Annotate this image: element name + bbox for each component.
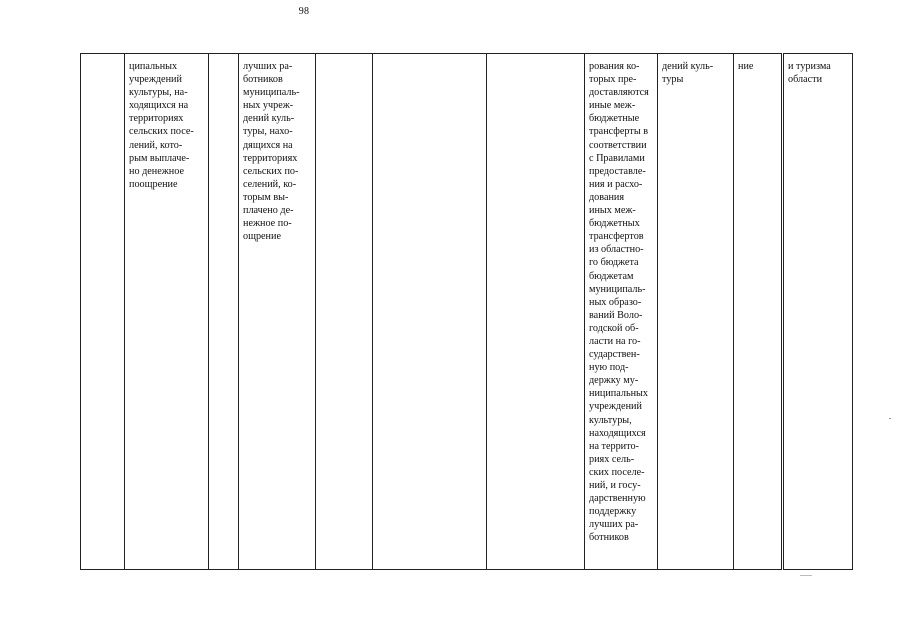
table-cell: дений куль- туры xyxy=(658,54,734,570)
table-cell xyxy=(316,54,373,570)
table-cell: лучших ра- ботников муниципаль- ных учреж- дений куль- туры, нахо- дящихся на территориях сельских по- селений, ко- торым вы- плачено де- нежное по- ощрение xyxy=(239,54,316,570)
scan-speck xyxy=(889,418,891,419)
table-cell xyxy=(209,54,239,570)
page-number: 98 xyxy=(298,6,310,17)
table-cell: рования ко- торых пре- доставляются иные меж- бюджетные трансферты в соответствии с Правилами предоставле- ния и расхо- дования иных меж- бюджетных трансфертов из областно- го бюджета бюджетам муниципаль- ных образо- ваний Воло- годской об- ласти на го- сударствен- ную под- держку му- ниципальных учреждений культуры, находящихся на террито- риях сель- ских поселе- ний, и госу- дарственную поддержку лучших ра- ботников xyxy=(585,54,658,570)
table-cell xyxy=(373,54,487,570)
table-row xyxy=(81,54,853,570)
document-table xyxy=(80,53,853,570)
table-cell: ципальных учреждений культуры, на- ходящихся на территориях сельских посе- лений, кото- рым выплаче- но денежное поощрение xyxy=(125,54,209,570)
table-cell: ние xyxy=(734,54,783,570)
scan-speck xyxy=(800,575,812,576)
table-cell: и туризма области xyxy=(783,54,853,570)
table-cell xyxy=(487,54,585,570)
table-cell xyxy=(81,54,125,570)
